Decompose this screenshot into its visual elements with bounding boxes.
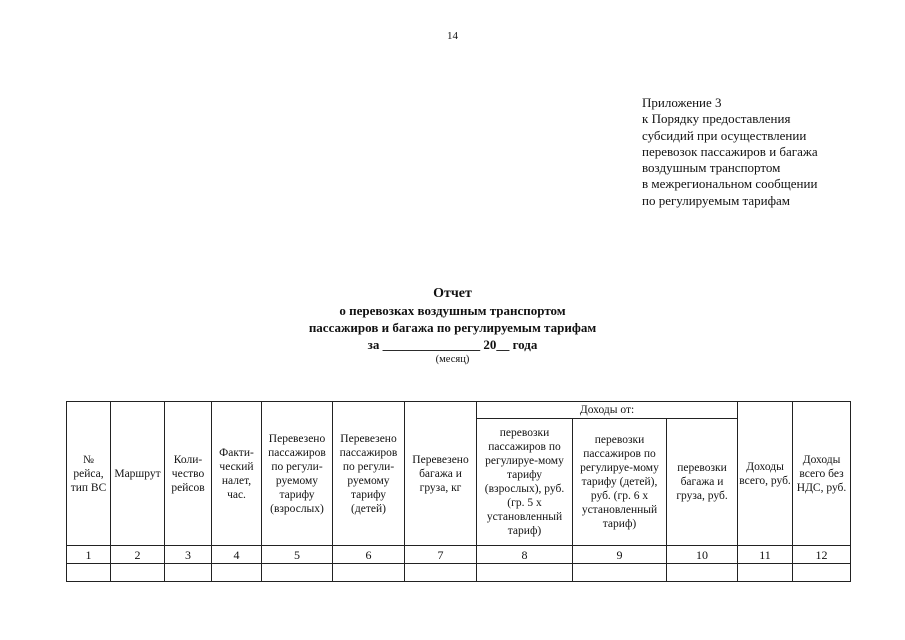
header-group-income: Доходы от: (477, 402, 738, 419)
header-cell-income-total: Доходы всего, руб. (738, 402, 793, 546)
column-number: 1 (67, 546, 111, 564)
period-line (0, 336, 905, 353)
period-month-blank: _______________ (382, 337, 481, 352)
empty-cell (477, 564, 573, 582)
month-hint: (месяц) (435, 354, 470, 365)
column-number: 4 (212, 546, 262, 564)
appendix-block (642, 95, 818, 209)
appendix-line: в межрегиональном сообщении (642, 176, 818, 192)
column-number: 10 (667, 546, 738, 564)
appendix-line: воздушным транспортом (642, 160, 781, 176)
appendix-line: субсидий при осуществлении (642, 127, 807, 143)
column-number: 12 (793, 546, 851, 564)
header-cell-income-child: перевозки пассажиров по регулируе-мому тарифу (детей), руб. (гр. 6 х установленный тариф) (573, 419, 667, 546)
appendix-line: к Порядку предоставления (642, 111, 791, 127)
report-title (0, 285, 905, 353)
header-cell-income-adult: перевозки пассажиров по регулируе-мому тарифу (взрослых), руб. (гр. 5 х установленный тариф) (477, 419, 573, 546)
header-cell-flight-hours: Факти-ческий налет, час. (212, 402, 262, 546)
period-year: 20__ (483, 337, 510, 352)
period-prefix: за (367, 337, 380, 352)
header-cell-flights-count: Коли-чество рейсов (165, 402, 212, 546)
empty-cell (212, 564, 262, 582)
header-cell-income-baggage: перевозки багажа и груза, руб. (667, 419, 738, 546)
column-number: 6 (333, 546, 405, 564)
empty-cell (793, 564, 851, 582)
report-table (66, 401, 851, 582)
column-number: 8 (477, 546, 573, 564)
header-cell-income-no-vat: Доходы всего без НДС, руб. (793, 402, 851, 546)
title-line-1: Отчет (433, 286, 472, 301)
period-suffix: года (512, 337, 538, 352)
title-line-2: о перевозках воздушным транспортом (339, 303, 566, 318)
empty-cell (67, 564, 111, 582)
empty-cell (111, 564, 165, 582)
column-number: 2 (111, 546, 165, 564)
table-row (67, 564, 851, 582)
column-number: 9 (573, 546, 667, 564)
empty-cell (667, 564, 738, 582)
header-cell-route: Маршрут (111, 402, 165, 546)
header-cell-flight: № рейса, тип ВС (67, 402, 111, 546)
header-cell-child-passengers: Перевезено пассажиров по регули-руемому тарифу (детей) (333, 402, 405, 546)
empty-cell (262, 564, 333, 582)
column-number: 11 (738, 546, 793, 564)
column-number: 5 (262, 546, 333, 564)
header-cell-adult-passengers: Перевезено пассажиров по регули-руемому тарифу (взрослых) (262, 402, 333, 546)
page-number: 14 (447, 30, 458, 42)
title-line-3: пассажиров и багажа по регулируемым тарифам (308, 320, 597, 335)
appendix-line: по регулируемым тарифам (642, 192, 791, 208)
column-number: 3 (165, 546, 212, 564)
appendix-line: перевозок пассажиров и багажа (642, 143, 818, 159)
empty-cell (738, 564, 793, 582)
empty-cell (165, 564, 212, 582)
column-number: 7 (405, 546, 477, 564)
empty-cell (333, 564, 405, 582)
empty-cell (573, 564, 667, 582)
appendix-line: Приложение 3 (642, 95, 722, 110)
empty-cell (405, 564, 477, 582)
header-cell-baggage-weight: Перевезено багажа и груза, кг (405, 402, 477, 546)
